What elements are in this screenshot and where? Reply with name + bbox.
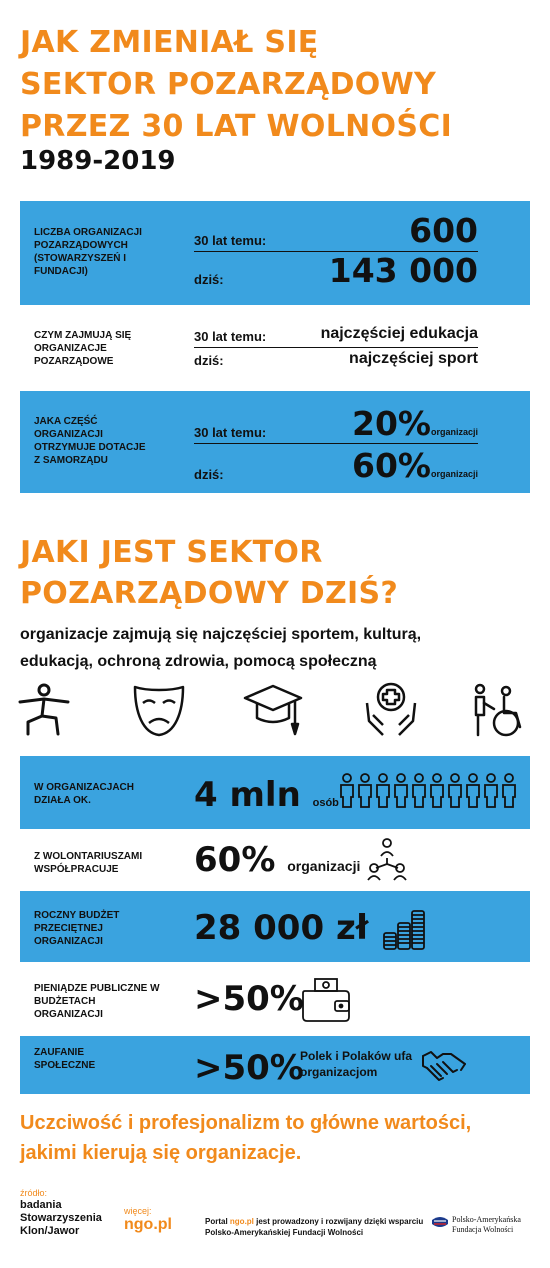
count-then-label: 30 lat temu: [194, 233, 267, 248]
activity-then-value: najczęściej edukacja [320, 325, 478, 342]
trust-value: >50% [194, 1048, 304, 1088]
foundation-logo-text [452, 1215, 521, 1235]
portal-pre: Portal [205, 1217, 230, 1226]
people-label: W ORGANIZACJACH DZIAŁA OK. [34, 782, 134, 806]
sport-icon [18, 682, 70, 736]
grants-now-unit: organizacji [430, 469, 478, 479]
theatre-masks-icon [133, 683, 185, 737]
divider [194, 443, 478, 444]
activity-now-label: dziś: [194, 353, 224, 368]
closing-line-2: jakimi kierują się organizacje. [20, 1142, 302, 1164]
grants-label: JAKA CZĘŚĆ ORGANIZACJI OTRZYMUJE DOTACJE Z SAMORZĄDU [34, 416, 146, 466]
divider [194, 347, 478, 348]
grants-now [352, 446, 478, 485]
people-value: 4 mln [194, 775, 301, 815]
trust-label: ZAUFANIE SPOŁECZNE [34, 1047, 96, 1071]
section-title-line-1: JAKI JEST SEKTOR [20, 535, 323, 570]
portal-note [205, 1216, 423, 1238]
coins-icon [382, 909, 428, 951]
section-title-line-2: POZARZĄDOWY DZIŚ? [20, 576, 399, 611]
trust-unit: Polek i Polaków ufa organizacjom [300, 1049, 413, 1079]
graduation-cap-icon [243, 684, 303, 738]
health-care-icon [365, 681, 417, 737]
portal-post: jest prowadzony i rozwijany dzięki wsparciu [253, 1217, 424, 1226]
activity-label: CZYM ZAJMUJĄ SIĘ ORGANIZACJE POZARZĄDOWE [34, 330, 132, 367]
source-text [20, 1199, 102, 1238]
page-title [20, 22, 452, 148]
grants-then [352, 404, 478, 443]
logo-line-1: Polsko-Amerykańska [452, 1215, 521, 1224]
handshake-icon [421, 1048, 467, 1084]
grants-now-value: 60% [351, 446, 431, 485]
source-line-2: Stowarzyszenia [20, 1212, 102, 1224]
public-money-label: PIENIĄDZE PUBLICZNE W BUDŻETACH ORGANIZACJI [34, 983, 160, 1020]
budget-label: ROCZNY BUDŻET PRZECIĘTNEJ ORGANIZACJI [34, 910, 120, 947]
source-line-1: badania [20, 1199, 62, 1211]
volunteers [194, 840, 360, 880]
grants-then-unit: organizacji [430, 427, 478, 437]
years-range: 1989-2019 [20, 146, 176, 176]
count-label: LICZBA ORGANIZACJI POZARZĄDOWYCH (STOWARZYSZEŃ I FUNDACJI) [34, 227, 142, 277]
wallet-icon [301, 977, 351, 1023]
more-link[interactable]: ngo.pl [124, 1216, 172, 1233]
volunteers-unit: organizacji [287, 858, 361, 874]
title-line-3: PRZEZ 30 LAT WOLNOŚCI [20, 109, 453, 144]
people [194, 775, 339, 815]
grants-then-label: 30 lat temu: [194, 425, 267, 440]
logo-line-2: Fundacja Wolności [452, 1225, 514, 1234]
section-title [20, 532, 398, 614]
public-money-value: >50% [194, 979, 304, 1019]
count-now-value: 143 000 [328, 251, 478, 290]
grants-now-label: dziś: [194, 467, 224, 482]
count-now-label: dziś: [194, 272, 224, 287]
grants-then-value: 20% [351, 404, 431, 443]
source-label: źródło: [20, 1188, 48, 1198]
more-label: więcej: [124, 1206, 152, 1216]
social-help-icon [472, 683, 532, 737]
network-icon [366, 838, 408, 882]
people-row-icon [339, 773, 521, 809]
activity-then-label: 30 lat temu: [194, 329, 267, 344]
people-unit: osób [312, 797, 339, 809]
title-line-2: SEKTOR POZARZĄDOWY [20, 67, 437, 102]
budget-value: 28 000 zł [194, 908, 369, 948]
section-subtitle [20, 621, 421, 675]
foundation-logo-icon [430, 1214, 450, 1232]
title-line-1: JAK ZMIENIAŁ SIĘ [20, 25, 319, 60]
closing-statement [20, 1108, 471, 1168]
portal-link[interactable]: ngo.pl [229, 1217, 254, 1226]
volunteers-value: 60% [194, 840, 276, 880]
section-subtitle-line-1: organizacje zajmują się najczęściej sportem, kulturą, [20, 626, 422, 643]
volunteers-label: Z WOLONTARIUSZAMI WSPÓŁPRACUJE [34, 851, 143, 875]
activity-now-value: najczęściej sport [349, 350, 478, 367]
closing-line-1: Uczciwość i profesjonalizm to główne wartości, [20, 1112, 472, 1134]
portal-line-2: Polsko-Amerykańskiej Fundacji Wolności [205, 1228, 364, 1237]
section-subtitle-line-2: edukacją, ochroną zdrowia, pomocą społeczną [20, 653, 377, 670]
source-line-3: Klon/Jawor [20, 1225, 80, 1237]
count-then-value: 600 [409, 211, 478, 250]
